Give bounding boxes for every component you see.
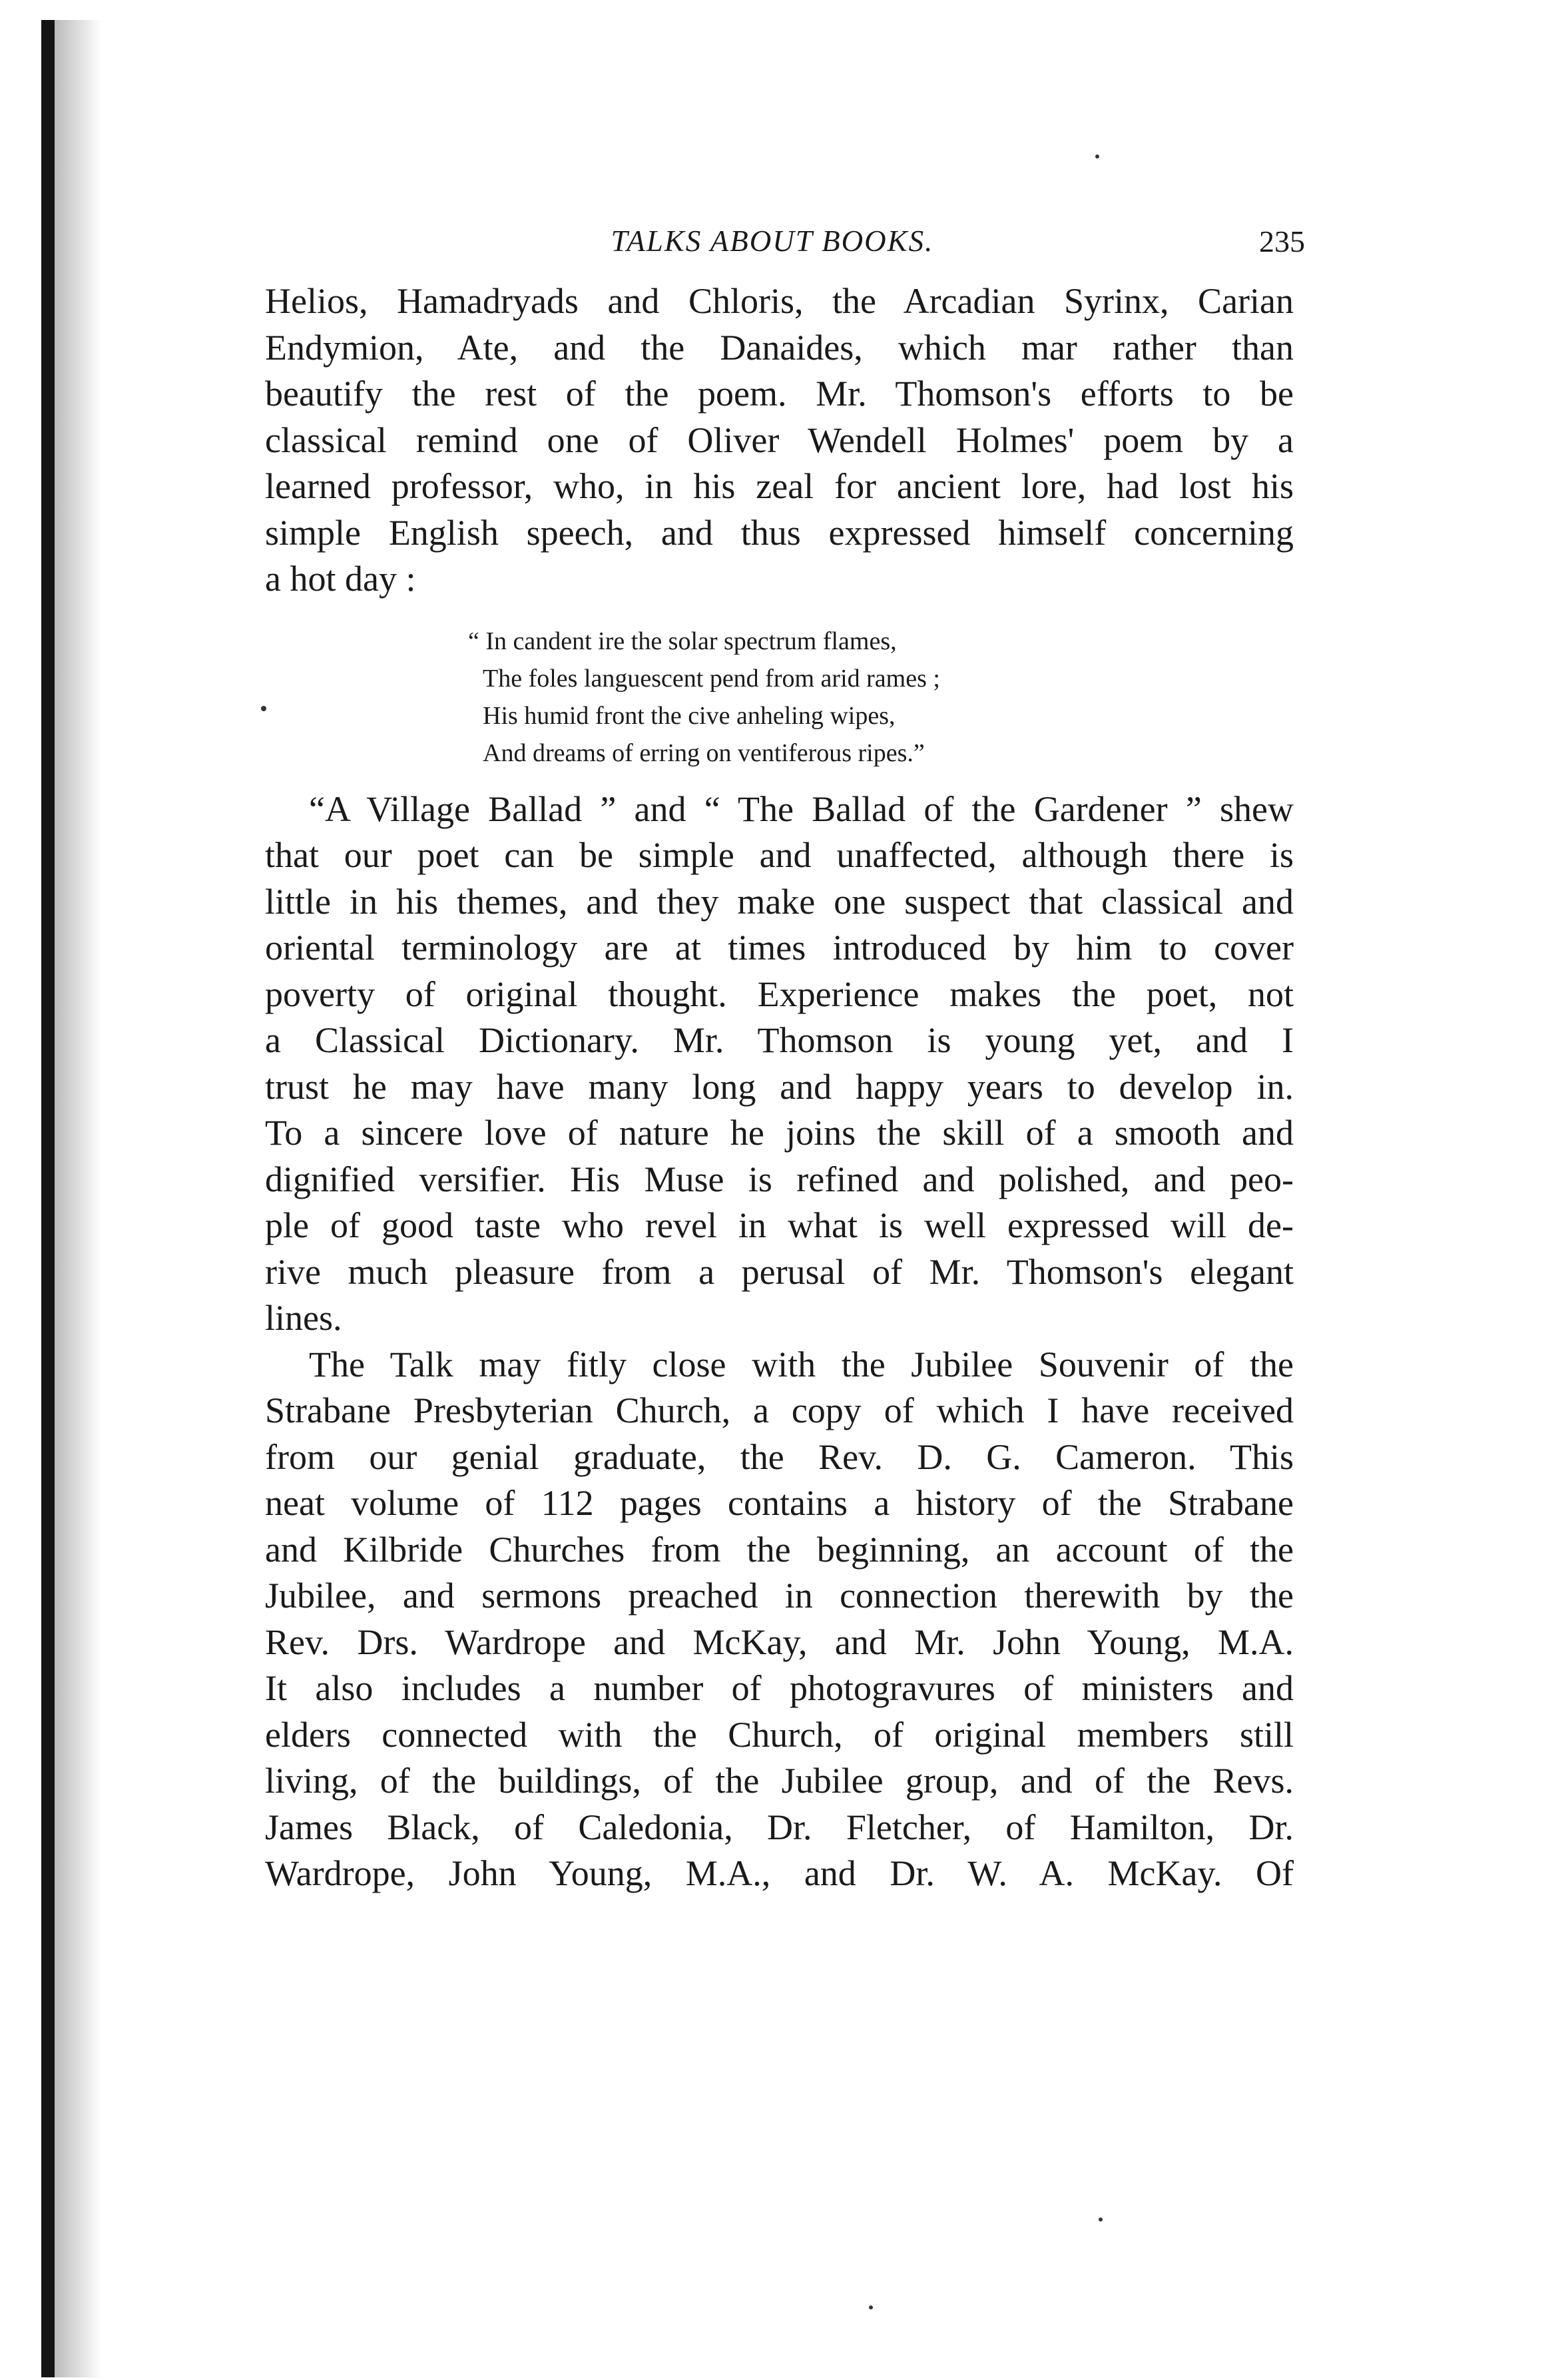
- text-line: poverty of original thought. Experience makes the poet, not: [265, 974, 1294, 1014]
- text-line: living, of the buildings, of the Jubilee group, and of the Revs.: [265, 1761, 1294, 1801]
- paragraph-2: [265, 786, 1294, 1342]
- text-line: simple English speech, and thus expressed himself concerning: [265, 512, 1294, 553]
- scan-speck: [1099, 2218, 1103, 2222]
- text-line: Rev. Drs. Wardrope and McKay, and Mr. John Young, M.A.: [265, 1622, 1294, 1662]
- text-line: trust he may have many long and happy years to develop in.: [265, 1066, 1294, 1107]
- scan-speck: [261, 706, 266, 711]
- text-line: Strabane Presbyterian Church, a copy of which I have received: [265, 1390, 1294, 1430]
- poem-line: And dreams of erring on ventiferous ripes.”: [483, 739, 925, 767]
- text-line: lines.: [265, 1298, 342, 1338]
- page-number: 235: [1259, 224, 1305, 258]
- text-line: rive much pleasure from a perusal of Mr. Thomson's elegant: [265, 1251, 1294, 1292]
- paragraph-1: [265, 278, 1294, 603]
- text-line: that our poet can be simple and unaffected, although there is: [265, 835, 1294, 875]
- page-body: [265, 278, 1294, 1897]
- poem-quotation: [265, 623, 1294, 772]
- text-line: and Kilbride Churches from the beginning, an account of the: [265, 1529, 1294, 1570]
- scan-speck: [869, 2305, 873, 2309]
- page-binding-shadow: [55, 20, 101, 2377]
- page-binding-edge: [41, 20, 55, 2377]
- poem-line: The foles languescent pend from arid rames ;: [483, 664, 940, 693]
- poem-line: “ In candent ire the solar spectrum flames,: [468, 627, 897, 655]
- text-line: Endymion, Ate, and the Danaides, which mar rather than: [265, 327, 1294, 368]
- text-line: The Talk may fitly close with the Jubilee Souvenir of the: [309, 1344, 1294, 1384]
- text-line: little in his themes, and they make one suspect that classical and: [265, 881, 1294, 922]
- text-line: from our genial graduate, the Rev. D. G. Cameron. This: [265, 1436, 1294, 1477]
- text-line: To a sincere love of nature he joins the skill of a smooth and: [265, 1113, 1294, 1153]
- page-header: [260, 224, 1352, 270]
- text-line: learned professor, who, in his zeal for ancient lore, had lost his: [265, 466, 1294, 506]
- text-line: ple of good taste who revel in what is well expressed will de-: [265, 1205, 1294, 1245]
- text-line: Helios, Hamadryads and Chloris, the Arcadian Syrinx, Carian: [265, 281, 1294, 321]
- text-line: James Black, of Caledonia, Dr. Fletcher, of Hamilton, Dr.: [265, 1807, 1294, 1847]
- text-line: a Classical Dictionary. Mr. Thomson is young yet, and I: [265, 1020, 1294, 1060]
- running-head: TALKS ABOUT BOOKS.: [611, 224, 934, 258]
- text-line: It also includes a number of photogravures of ministers and: [265, 1668, 1294, 1708]
- text-line: a hot day :: [265, 559, 416, 599]
- text-line: Jubilee, and sermons preached in connection therewith by the: [265, 1576, 1294, 1616]
- text-line: oriental terminology are at times introduced by him to cover: [265, 928, 1294, 968]
- poem-line: His humid front the cive anheling wipes,: [483, 701, 896, 730]
- text-line: classical remind one of Oliver Wendell Holmes' poem by a: [265, 420, 1294, 460]
- text-line: elders connected with the Church, of original members still: [265, 1714, 1294, 1755]
- scan-speck: [1095, 154, 1099, 158]
- text-line: dignified versifier. His Muse is refined and polished, and peo-: [265, 1159, 1294, 1199]
- text-line: beautify the rest of the poem. Mr. Thomson's efforts to be: [265, 374, 1294, 414]
- text-line: neat volume of 112 pages contains a history of the Strabane: [265, 1483, 1294, 1523]
- text-line: Wardrope, John Young, M.A., and Dr. W. A. McKay. Of: [265, 1853, 1294, 1893]
- text-line: “A Village Ballad ” and “ The Ballad of the Gardener ” shew: [309, 788, 1294, 829]
- paragraph-3: [265, 1342, 1294, 1897]
